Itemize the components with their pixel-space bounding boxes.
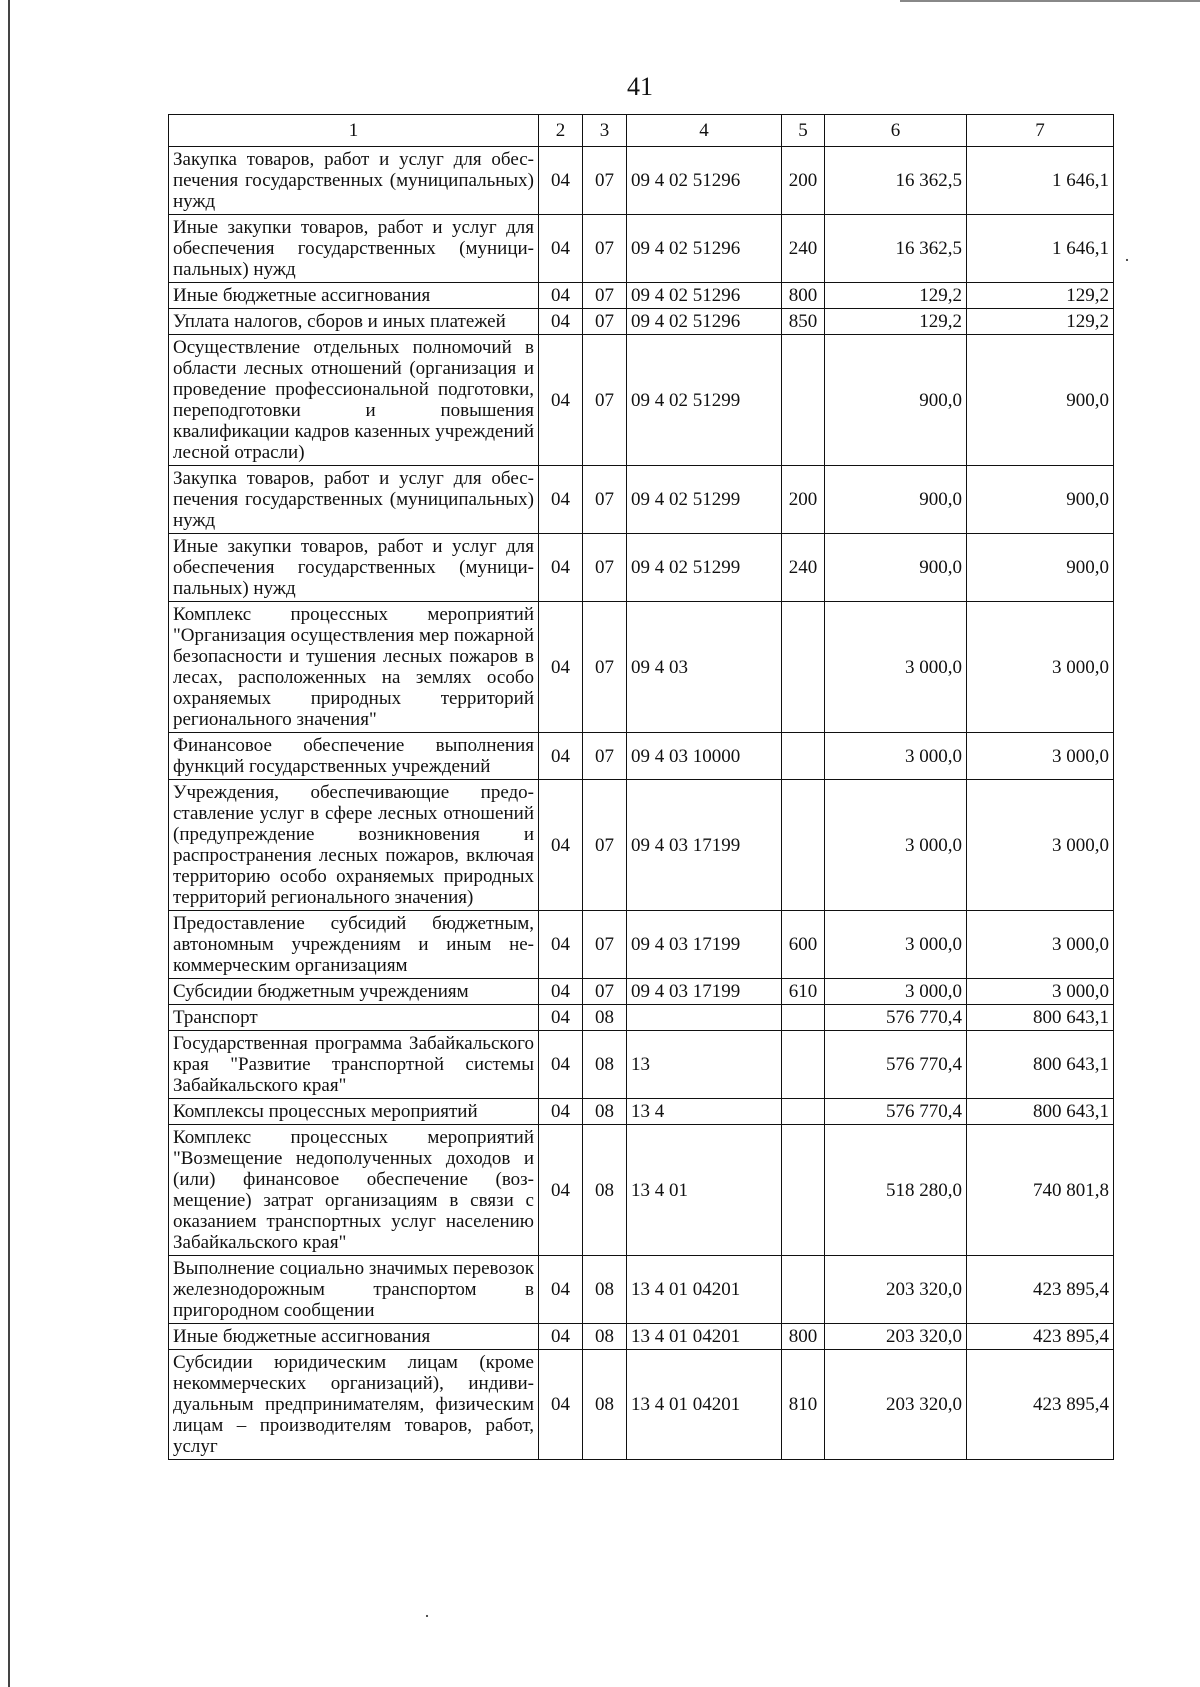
row-description: Иные бюджетные ассигнования [169,283,539,309]
row-section: 04 [539,335,583,466]
row-amount-year-1: 576 770,4 [825,1005,967,1031]
row-subsection: 08 [583,1099,627,1125]
row-expense-type [782,1005,825,1031]
row-target-code: 13 4 01 04201 [627,1350,782,1460]
row-section: 04 [539,780,583,911]
scan-speck: · [424,1606,430,1626]
row-description: Предоставление субсидий бюджетным, автономным учреждениям и иным некоммерческим организациям [169,911,539,979]
row-subsection: 07 [583,215,627,283]
row-expense-type: 240 [782,215,825,283]
row-subsection: 07 [583,309,627,335]
row-subsection: 07 [583,147,627,215]
row-amount-year-2: 740 801,8 [967,1125,1114,1256]
row-description: Осуществление отдельных полномочий в области лесных отношений (организация и проведение профессиональной подготовки, переподготовки и повышения квалификации кадров казенных учреждений лесной отрасли) [169,335,539,466]
row-subsection: 08 [583,1031,627,1099]
table-row [169,979,1114,1005]
table-row [169,911,1114,979]
row-description: Уплата налогов, сборов и иных платежей [169,309,539,335]
table-row [169,309,1114,335]
row-target-code: 09 4 02 51296 [627,309,782,335]
row-section: 04 [539,1125,583,1256]
row-subsection: 07 [583,780,627,911]
row-subsection: 07 [583,602,627,733]
row-section: 04 [539,1099,583,1125]
row-section: 04 [539,911,583,979]
scan-speck: · [1124,250,1130,270]
table-row [169,335,1114,466]
table-body [169,147,1114,1460]
row-subsection: 07 [583,979,627,1005]
col-header-4: 4 [627,115,782,147]
table-row [169,1031,1114,1099]
row-section: 04 [539,1324,583,1350]
row-section: 04 [539,602,583,733]
row-section: 04 [539,979,583,1005]
table-row [169,1099,1114,1125]
scan-edge-left [8,0,10,1687]
row-amount-year-2: 900,0 [967,466,1114,534]
row-expense-type: 810 [782,1350,825,1460]
row-expense-type [782,335,825,466]
row-subsection: 08 [583,1125,627,1256]
row-description: Комплексы процессных мероприятий [169,1099,539,1125]
row-amount-year-1: 900,0 [825,466,967,534]
row-description: Закупка товаров, работ и услуг для обеспечения государственных (муниципальных) нужд [169,147,539,215]
row-target-code: 09 4 03 17199 [627,911,782,979]
table-row [169,602,1114,733]
row-target-code [627,1005,782,1031]
row-section: 04 [539,534,583,602]
row-expense-type [782,733,825,780]
row-description: Государственная программа Забайкальского края "Развитие транспортной системы Забайкальского края" [169,1031,539,1099]
row-amount-year-1: 16 362,5 [825,147,967,215]
row-target-code: 09 4 03 17199 [627,780,782,911]
col-header-6: 6 [825,115,967,147]
row-section: 04 [539,283,583,309]
row-target-code: 09 4 03 17199 [627,979,782,1005]
row-expense-type [782,1125,825,1256]
row-expense-type [782,780,825,911]
row-target-code: 09 4 02 51296 [627,147,782,215]
row-subsection: 08 [583,1324,627,1350]
page-number: 41 [627,72,653,101]
table-row [169,1350,1114,1460]
row-amount-year-2: 423 895,4 [967,1324,1114,1350]
row-amount-year-1: 576 770,4 [825,1099,967,1125]
row-amount-year-2: 1 646,1 [967,147,1114,215]
row-subsection: 08 [583,1005,627,1031]
row-amount-year-2: 1 646,1 [967,215,1114,283]
row-subsection: 07 [583,534,627,602]
row-expense-type [782,1099,825,1125]
row-amount-year-1: 3 000,0 [825,602,967,733]
col-header-1: 1 [169,115,539,147]
col-header-3: 3 [583,115,627,147]
row-amount-year-2: 900,0 [967,534,1114,602]
row-expense-type [782,1031,825,1099]
row-expense-type: 610 [782,979,825,1005]
table-row [169,1324,1114,1350]
row-section: 04 [539,309,583,335]
row-target-code: 13 4 01 04201 [627,1324,782,1350]
row-amount-year-1: 518 280,0 [825,1125,967,1256]
row-description: Иные закупки товаров, работ и услуг для обеспечения государственных (муниципальных) нужд [169,534,539,602]
row-amount-year-2: 3 000,0 [967,733,1114,780]
row-expense-type: 200 [782,466,825,534]
row-amount-year-2: 3 000,0 [967,780,1114,911]
row-amount-year-1: 3 000,0 [825,733,967,780]
row-amount-year-1: 3 000,0 [825,911,967,979]
row-section: 04 [539,147,583,215]
row-amount-year-1: 16 362,5 [825,215,967,283]
row-target-code: 09 4 02 51299 [627,534,782,602]
row-expense-type [782,1256,825,1324]
row-target-code: 13 4 [627,1099,782,1125]
row-subsection: 08 [583,1256,627,1324]
row-description: Выполнение социально значимых перевозок железнодорожным транспортом в пригородном сообщении [169,1256,539,1324]
row-amount-year-1: 576 770,4 [825,1031,967,1099]
row-amount-year-1: 129,2 [825,309,967,335]
row-section: 04 [539,1031,583,1099]
row-expense-type: 850 [782,309,825,335]
row-section: 04 [539,1005,583,1031]
table-row [169,534,1114,602]
row-amount-year-2: 423 895,4 [967,1256,1114,1324]
row-amount-year-1: 203 320,0 [825,1324,967,1350]
row-amount-year-2: 800 643,1 [967,1031,1114,1099]
row-expense-type [782,602,825,733]
table-row [169,215,1114,283]
table-row [169,1256,1114,1324]
row-section: 04 [539,1256,583,1324]
row-expense-type: 600 [782,911,825,979]
row-subsection: 08 [583,1350,627,1460]
table-row [169,147,1114,215]
scan-edge-top [900,0,1200,2]
row-amount-year-2: 129,2 [967,283,1114,309]
row-description: Комплекс процессных мероприятий "Возмещение недополученных доходов и (или) финансовое обеспечение (возмещение) затрат организациям в связи с оказанием транспортных услуг населению Забайкальского края" [169,1125,539,1256]
row-target-code: 09 4 02 51299 [627,466,782,534]
row-description: Финансовое обеспечение выполнения функций государственных учреждений [169,733,539,780]
table-row [169,733,1114,780]
row-description: Закупка товаров, работ и услуг для обеспечения государственных (муниципальных) нужд [169,466,539,534]
row-amount-year-1: 900,0 [825,534,967,602]
row-target-code: 09 4 02 51299 [627,335,782,466]
row-amount-year-2: 423 895,4 [967,1350,1114,1460]
row-section: 04 [539,733,583,780]
row-description: Субсидии бюджетным учреждениям [169,979,539,1005]
row-amount-year-1: 900,0 [825,335,967,466]
table-row [169,780,1114,911]
row-amount-year-1: 3 000,0 [825,979,967,1005]
col-header-5: 5 [782,115,825,147]
row-subsection: 07 [583,283,627,309]
row-target-code: 13 4 01 [627,1125,782,1256]
row-subsection: 07 [583,466,627,534]
table-row [169,283,1114,309]
row-amount-year-1: 129,2 [825,283,967,309]
row-expense-type: 800 [782,1324,825,1350]
row-description: Транспорт [169,1005,539,1031]
row-amount-year-2: 3 000,0 [967,602,1114,733]
row-section: 04 [539,466,583,534]
budget-table [168,114,1114,1460]
row-target-code: 13 [627,1031,782,1099]
row-target-code: 09 4 03 10000 [627,733,782,780]
row-section: 04 [539,1350,583,1460]
table-row [169,466,1114,534]
col-header-7: 7 [967,115,1114,147]
row-amount-year-2: 800 643,1 [967,1005,1114,1031]
row-amount-year-1: 203 320,0 [825,1350,967,1460]
row-amount-year-1: 203 320,0 [825,1256,967,1324]
row-target-code: 09 4 02 51296 [627,215,782,283]
header-row [169,115,1114,147]
row-amount-year-2: 900,0 [967,335,1114,466]
row-target-code: 09 4 02 51296 [627,283,782,309]
row-subsection: 07 [583,911,627,979]
row-expense-type: 800 [782,283,825,309]
col-header-2: 2 [539,115,583,147]
row-section: 04 [539,215,583,283]
row-amount-year-2: 3 000,0 [967,979,1114,1005]
row-description: Иные закупки товаров, работ и услуг для обеспечения государственных (муниципальных) нужд [169,215,539,283]
table-row [169,1005,1114,1031]
row-description: Комплекс процессных мероприятий "Организация осуществления мер пожарной безопасности и тушения лесных пожаров в лесах, расположенных на землях особо охраняемых природных территорий регионального значения" [169,602,539,733]
row-expense-type: 200 [782,147,825,215]
row-target-code: 09 4 03 [627,602,782,733]
row-expense-type: 240 [782,534,825,602]
row-description: Субсидии юридическим лицам (кроме некоммерческих организаций), индивидуальным предпринимателям, физическим лицам – производителям товаров, работ, услуг [169,1350,539,1460]
row-subsection: 07 [583,335,627,466]
row-amount-year-1: 3 000,0 [825,780,967,911]
row-description: Учреждения, обеспечивающие предоставление услуг в сфере лесных отношений (предупреждение возникновения и распространения лесных пожаров, включая территорию особо охраняемых природных территорий регионального значения) [169,780,539,911]
row-target-code: 13 4 01 04201 [627,1256,782,1324]
row-subsection: 07 [583,733,627,780]
row-amount-year-2: 3 000,0 [967,911,1114,979]
table-row [169,1125,1114,1256]
row-amount-year-2: 800 643,1 [967,1099,1114,1125]
row-description: Иные бюджетные ассигнования [169,1324,539,1350]
row-amount-year-2: 129,2 [967,309,1114,335]
